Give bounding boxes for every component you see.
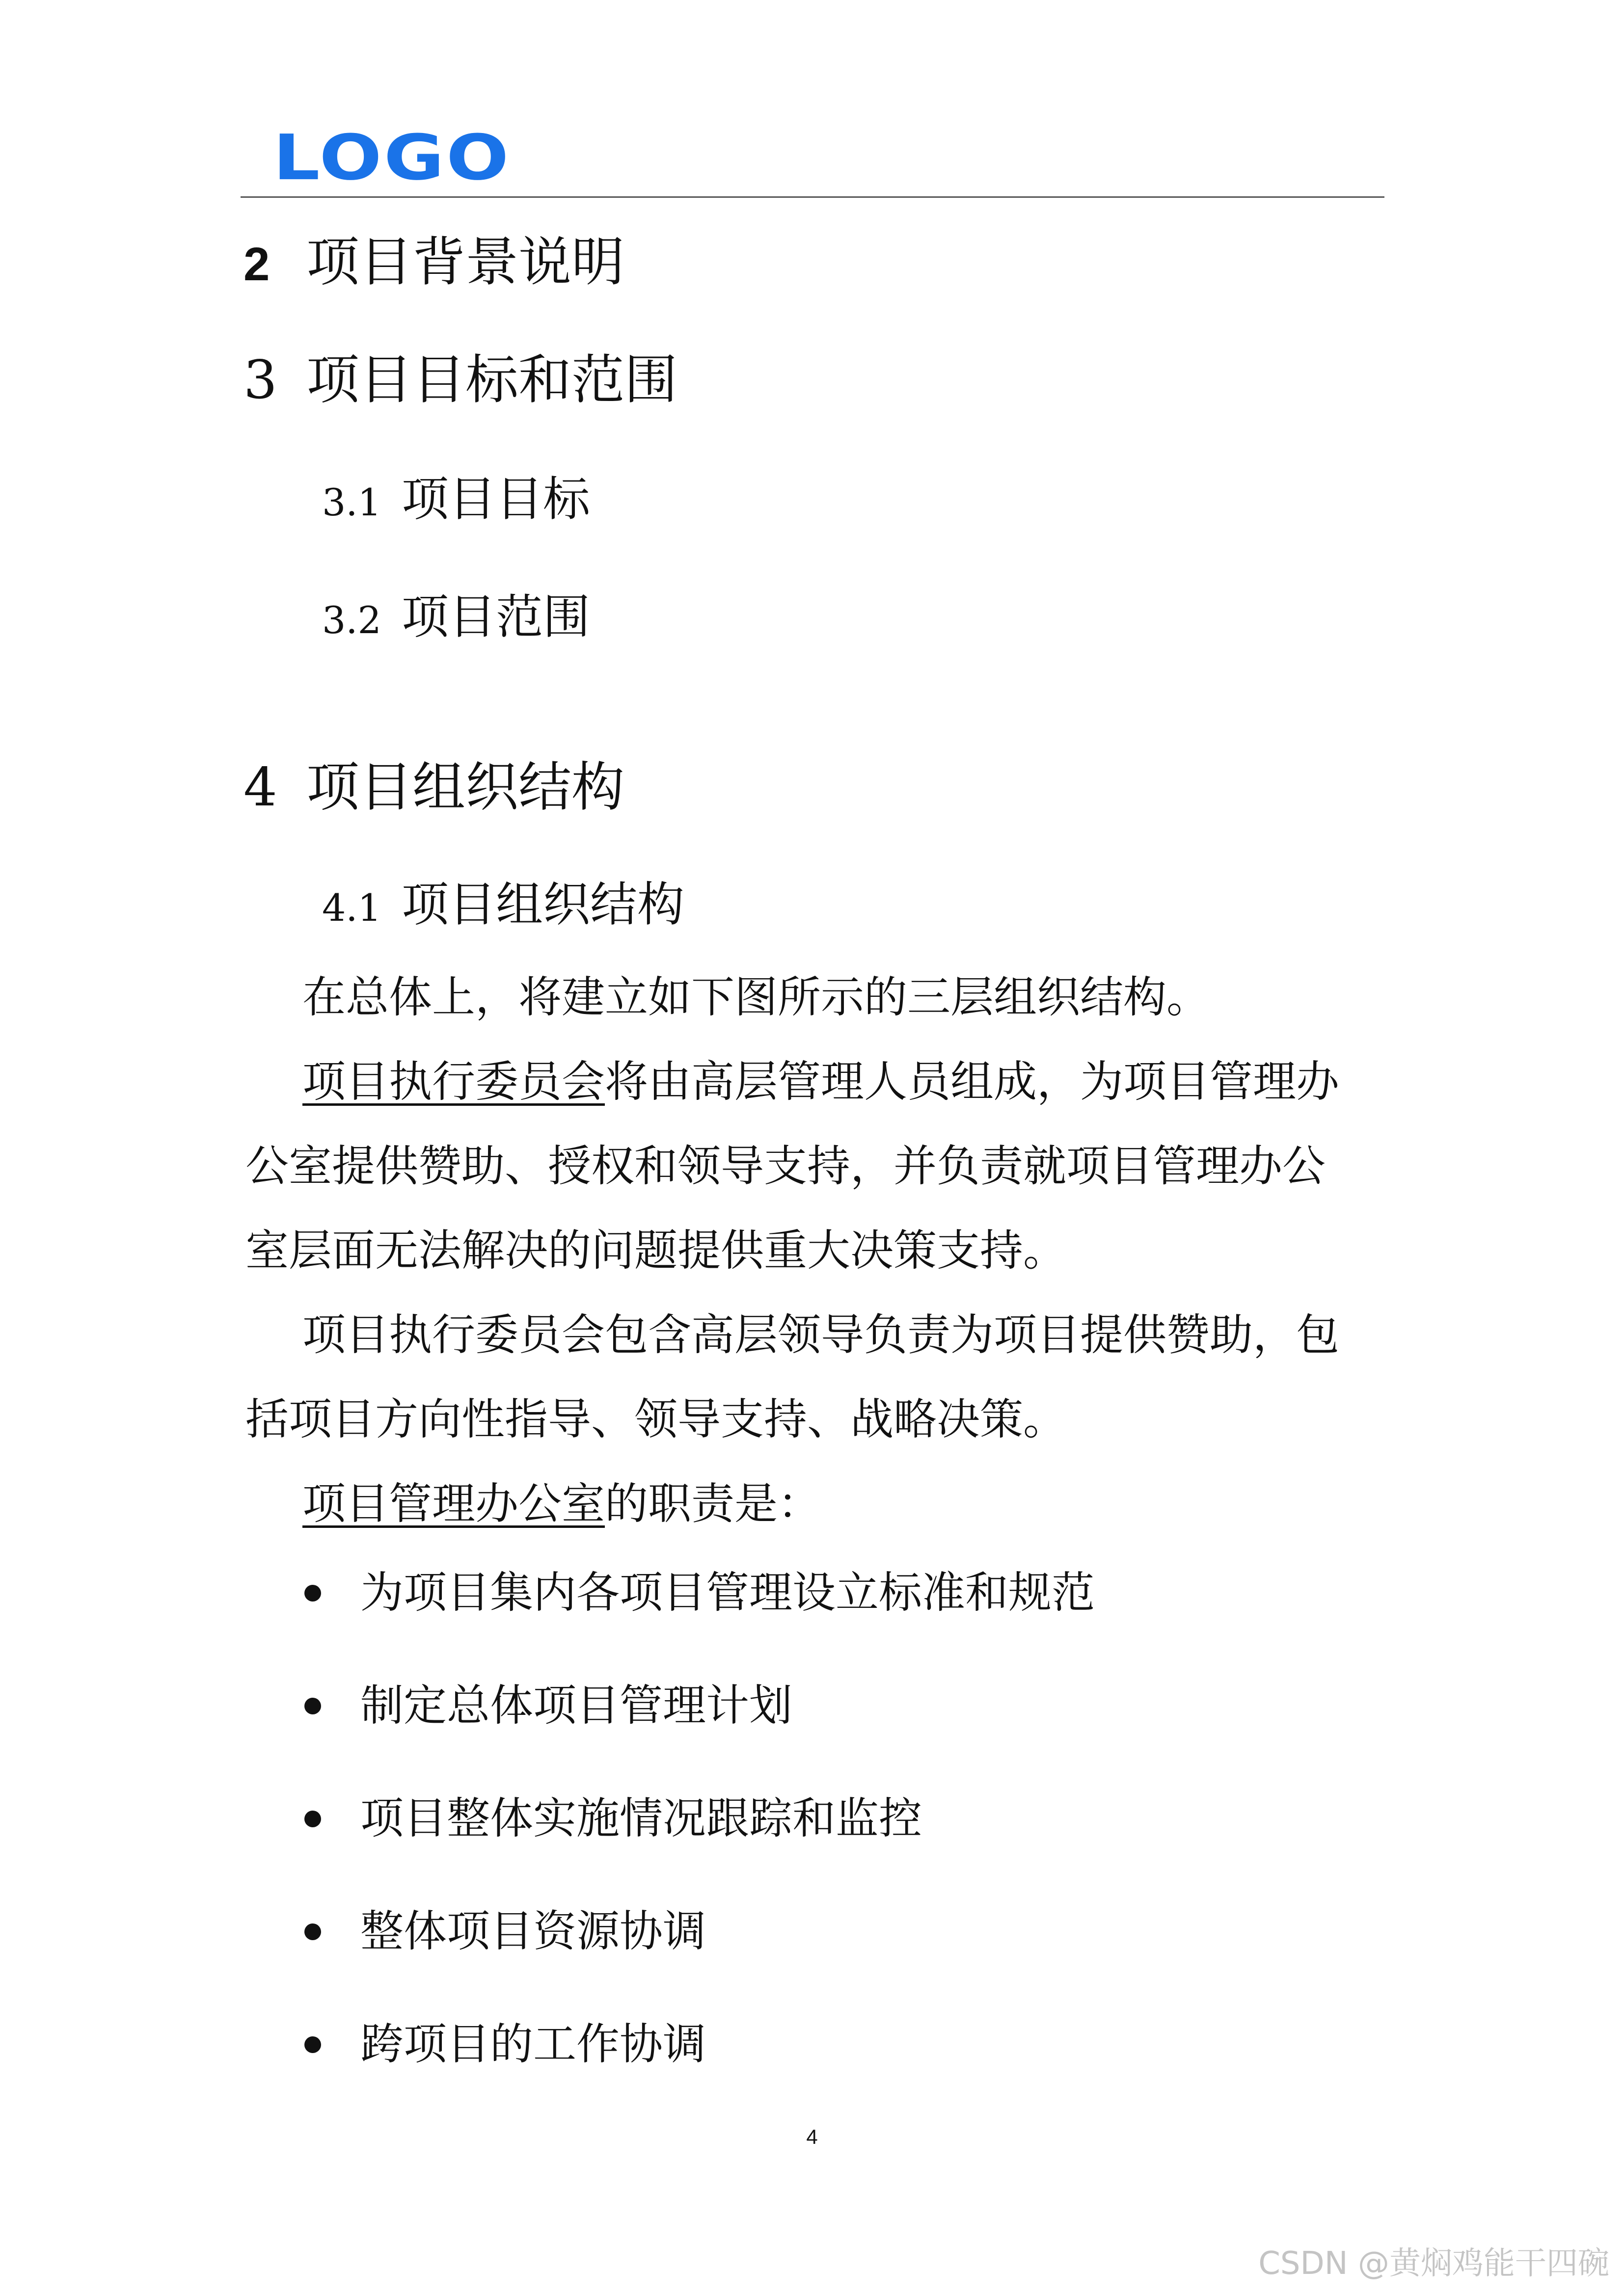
list-item-text: 项目整体实施情况跟踪和监控	[360, 1793, 922, 1843]
list-item-text: 跨项目的工作协调	[360, 2019, 706, 2069]
heading-section-3	[244, 348, 677, 412]
heading-number: 3.1	[322, 481, 381, 524]
bullet-icon	[304, 1923, 321, 1940]
paragraph-committee-role: 项目执行委员会包含高层领导负责为项目提供赞助，包括项目方向性指导、领导支持、战略决策。	[245, 1309, 1340, 1444]
heading-title: 项目目标和范围	[306, 349, 678, 411]
term-executive-committee: 项目执行委员会	[302, 1056, 605, 1107]
heading-section-4-1	[322, 877, 684, 933]
bullet-icon	[304, 1585, 321, 1602]
header-divider	[241, 196, 1384, 198]
heading-title: 项目组织结构	[402, 877, 684, 932]
list-item	[304, 2018, 706, 2070]
heading-section-3-2	[322, 589, 590, 645]
heading-title: 项目范围	[402, 589, 590, 644]
bullet-icon	[304, 2036, 321, 2053]
list-item	[304, 1680, 792, 1732]
heading-number: 4.1	[322, 886, 381, 930]
heading-number: 4	[244, 757, 277, 818]
list-item	[304, 1792, 922, 1844]
bullet-icon	[304, 1811, 321, 1827]
list-item	[304, 1567, 1095, 1619]
bullet-icon	[304, 1698, 321, 1714]
paragraph-intro: 在总体上，将建立如下图所示的三层组织结构。	[302, 972, 1210, 1022]
paragraph-text: 的职责是：	[605, 1478, 821, 1529]
list-item-text: 整体项目资源协调	[360, 1906, 706, 1956]
paragraph-text: 将由高层管理人员组成，为项目管理办公室提供赞助、授权和领导支持，并负责就项目管理办公室层面无法解决的问题提供重大决策支持。	[245, 1056, 1340, 1276]
watermark: CSDN @黄焖鸡能干四碗	[1258, 2245, 1609, 2282]
heading-section-2	[244, 231, 624, 294]
heading-title: 项目背景说明	[306, 232, 625, 293]
heading-title: 项目目标	[402, 472, 590, 527]
term-pmo: 项目管理办公室	[302, 1478, 605, 1529]
paragraph-pmo	[245, 1462, 1355, 1546]
page-number: 4	[806, 2125, 818, 2148]
list-item-text: 制定总体项目管理计划	[360, 1680, 793, 1731]
company-logo: LOGO	[273, 121, 511, 194]
heading-number: 3.2	[322, 598, 381, 642]
paragraph-committee	[245, 1040, 1355, 1293]
heading-number: 3	[244, 349, 277, 411]
heading-title: 项目组织结构	[306, 757, 625, 818]
heading-section-3-1	[322, 471, 590, 528]
heading-number: 2	[244, 238, 270, 291]
heading-section-4	[244, 756, 624, 820]
list-item-text: 为项目集内各项目管理设立标准和规范	[360, 1567, 1095, 1618]
list-item	[304, 1905, 706, 1957]
